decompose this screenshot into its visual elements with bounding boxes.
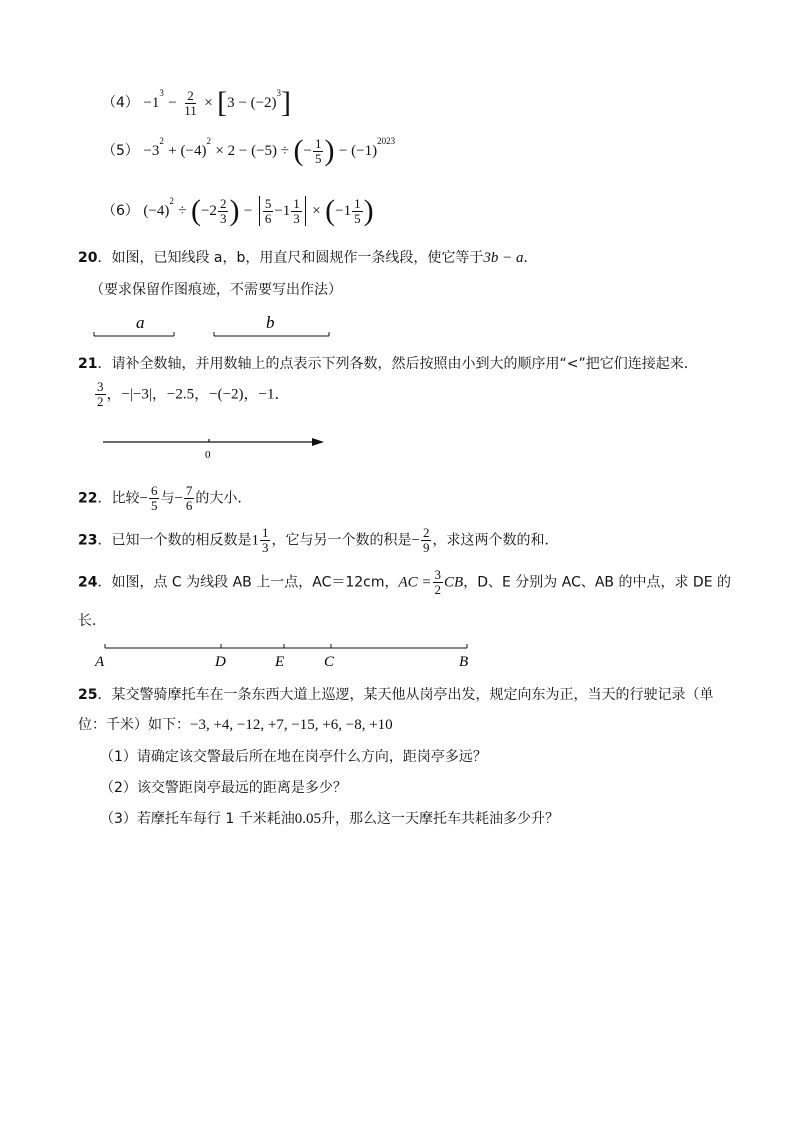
numerator: 7 xyxy=(185,483,193,498)
q25-subquestion-2: （2）该交警距岗亭最远的距离是多少？ xyxy=(100,780,347,796)
paren: ) xyxy=(363,194,374,227)
question-text: ，求这两个数的和． xyxy=(432,532,559,549)
part-label: （5） xyxy=(102,143,139,159)
term: × 2 − (−5) ÷ xyxy=(215,143,290,159)
term: −2 xyxy=(200,203,217,219)
term: − (−1) xyxy=(338,143,378,159)
fraction xyxy=(313,137,324,166)
exponent: 2023 xyxy=(377,136,396,146)
numerator: 2 xyxy=(187,87,194,103)
point-b-label: B xyxy=(459,654,469,670)
q24-segment-figure xyxy=(90,638,480,672)
term: −1 xyxy=(143,95,160,111)
fraction xyxy=(421,526,432,555)
question-text: ．已知一个数的相反数是 xyxy=(97,532,252,549)
fraction xyxy=(291,197,302,226)
numerator: 6 xyxy=(150,483,158,498)
term: + (−4) xyxy=(168,143,207,159)
q20-segments-figure xyxy=(88,308,338,342)
question-number: 24 xyxy=(78,574,98,591)
numerator: 3 xyxy=(434,567,442,582)
denominator: 2 xyxy=(97,394,104,409)
q25-prompt-line2 xyxy=(78,716,393,734)
numerator: 1 xyxy=(314,135,322,151)
operator: − xyxy=(411,532,420,549)
expression: 3b − a xyxy=(483,250,524,266)
fraction xyxy=(260,526,271,555)
exponent: 3 xyxy=(159,88,164,98)
expression: CB xyxy=(444,574,464,591)
question-text: （3）若摩托车每行 1 千米耗油 xyxy=(100,811,295,827)
numerator: 2 xyxy=(219,195,227,211)
point-e-label: E xyxy=(275,654,285,670)
paren: ( xyxy=(293,134,304,167)
point-a-label: A xyxy=(95,654,105,670)
question-number: 21 xyxy=(78,356,98,372)
question-text: 位：千米）如下： xyxy=(78,717,190,733)
q24-prompt-line2: 长． xyxy=(78,613,106,629)
fraction xyxy=(95,380,106,409)
fraction xyxy=(352,197,363,226)
term: −1 xyxy=(274,203,291,219)
denominator: 5 xyxy=(150,498,158,513)
question-text: 升，那么这一天摩托车共耗油多少升？ xyxy=(320,811,559,827)
axis-arrow xyxy=(312,438,324,446)
q20-prompt xyxy=(78,249,538,267)
q21-prompt xyxy=(78,355,698,373)
denominator: 6 xyxy=(264,210,272,226)
question-text: 与 xyxy=(160,490,175,507)
operator: × xyxy=(312,203,321,219)
numerator: 1 xyxy=(354,195,361,211)
q22-prompt xyxy=(78,484,251,520)
denominator: 3 xyxy=(293,210,300,226)
q19-part-4 xyxy=(102,84,292,119)
abs-bar xyxy=(305,196,306,226)
number-list: ，−|−3|，−2.5，−(−2)，−1． xyxy=(106,386,290,403)
axis-origin-label: 0 xyxy=(205,449,211,461)
numerator: 1 xyxy=(293,195,300,211)
paren: ( xyxy=(325,194,336,227)
q21-number-line xyxy=(100,434,330,462)
question-number: 25 xyxy=(78,687,98,703)
q20-note: （要求保留作图痕迹，不需要写出作法） xyxy=(90,282,342,298)
whole-part: 1 xyxy=(251,532,259,549)
operator: × xyxy=(204,95,213,111)
expression: AC = xyxy=(398,574,432,591)
point-c-label: C xyxy=(324,654,335,670)
paren: ) xyxy=(324,134,335,167)
term: −3 xyxy=(143,143,160,159)
question-text: ．如图，点 C 为线段 AB 上一点，AC＝12cm， xyxy=(97,574,399,591)
operator: ÷ xyxy=(178,203,187,219)
denominator: 5 xyxy=(354,210,361,226)
fuel-rate: 0.05 xyxy=(294,811,321,827)
term: −1 xyxy=(335,203,352,219)
question-text: ，D、E 分别为 AC、AB 的中点，求 DE 的 xyxy=(463,574,732,591)
denominator: 11 xyxy=(184,102,197,118)
term: 3 − (−2) xyxy=(227,95,277,111)
operator: − xyxy=(243,203,253,219)
segment-label-a: a xyxy=(136,313,145,332)
fraction xyxy=(182,89,199,118)
bracket: [ xyxy=(217,86,228,119)
denominator: 6 xyxy=(185,498,193,513)
part-label: （6） xyxy=(102,203,139,219)
question-text: ．某交警骑摩托车在一条东西大道上巡逻，某天他从岗亭出发，规定向东为正，当天的行驶记录（单 xyxy=(97,687,714,703)
operator: − xyxy=(139,490,148,507)
q25-prompt-line1 xyxy=(78,686,713,704)
operator: − xyxy=(168,95,177,111)
fraction xyxy=(263,197,274,226)
denominator: 5 xyxy=(314,150,322,166)
question-text: ，它与另一个数的积是 xyxy=(271,532,412,549)
term: (−4) xyxy=(143,203,170,219)
paren: ) xyxy=(229,194,240,227)
numerator: 1 xyxy=(261,525,269,540)
q19-part-6 xyxy=(102,192,374,228)
numerator: 2 xyxy=(422,525,430,540)
fraction xyxy=(218,197,229,226)
paren: ( xyxy=(190,194,201,227)
question-number: 23 xyxy=(78,532,98,549)
denominator: 9 xyxy=(422,540,430,555)
fraction xyxy=(184,484,195,513)
q19-part-5 xyxy=(102,132,395,168)
bracket: ] xyxy=(281,86,292,119)
q25-subquestion-3 xyxy=(100,810,559,828)
q21-numbers xyxy=(94,380,290,416)
exponent: 2 xyxy=(159,136,164,146)
operator: − xyxy=(303,143,312,159)
point-d-label: D xyxy=(215,654,226,670)
denominator: 3 xyxy=(261,540,269,555)
fraction xyxy=(149,484,160,513)
denominator: 2 xyxy=(434,582,442,597)
fraction xyxy=(433,568,444,597)
q23-prompt xyxy=(78,526,558,562)
question-number: 20 xyxy=(78,250,98,266)
exponent: 2 xyxy=(206,136,211,146)
operator: − xyxy=(174,490,183,507)
numerator: 5 xyxy=(264,195,272,211)
numerator: 3 xyxy=(97,379,104,394)
q24-prompt-line1 xyxy=(78,568,731,604)
segment-label-b: b xyxy=(266,313,275,332)
denominator: 3 xyxy=(219,210,227,226)
question-text: ．如图，已知线段 a，b，用直尺和圆规作一条线段，使它等于 xyxy=(97,250,484,266)
q25-subquestion-1: （1）请确定该交警最后所在地在岗亭什么方向，距岗亭多远？ xyxy=(100,749,487,765)
exponent: 3 xyxy=(276,88,282,98)
part-label: （4） xyxy=(102,95,139,111)
question-text: ． xyxy=(523,250,538,266)
driving-record: −3, +4, −12, +7, −15, +6, −8, +10 xyxy=(190,717,393,733)
question-text: ．请补全数轴，并用数轴上的点表示下列各数，然后按照由小到大的顺序用“<”把它们连接起来． xyxy=(97,356,698,372)
exponent: 2 xyxy=(169,196,174,206)
abs-bar xyxy=(259,196,260,226)
question-number: 22 xyxy=(78,490,98,507)
question-text: ．比较 xyxy=(97,490,140,507)
question-text: 的大小． xyxy=(195,490,252,507)
